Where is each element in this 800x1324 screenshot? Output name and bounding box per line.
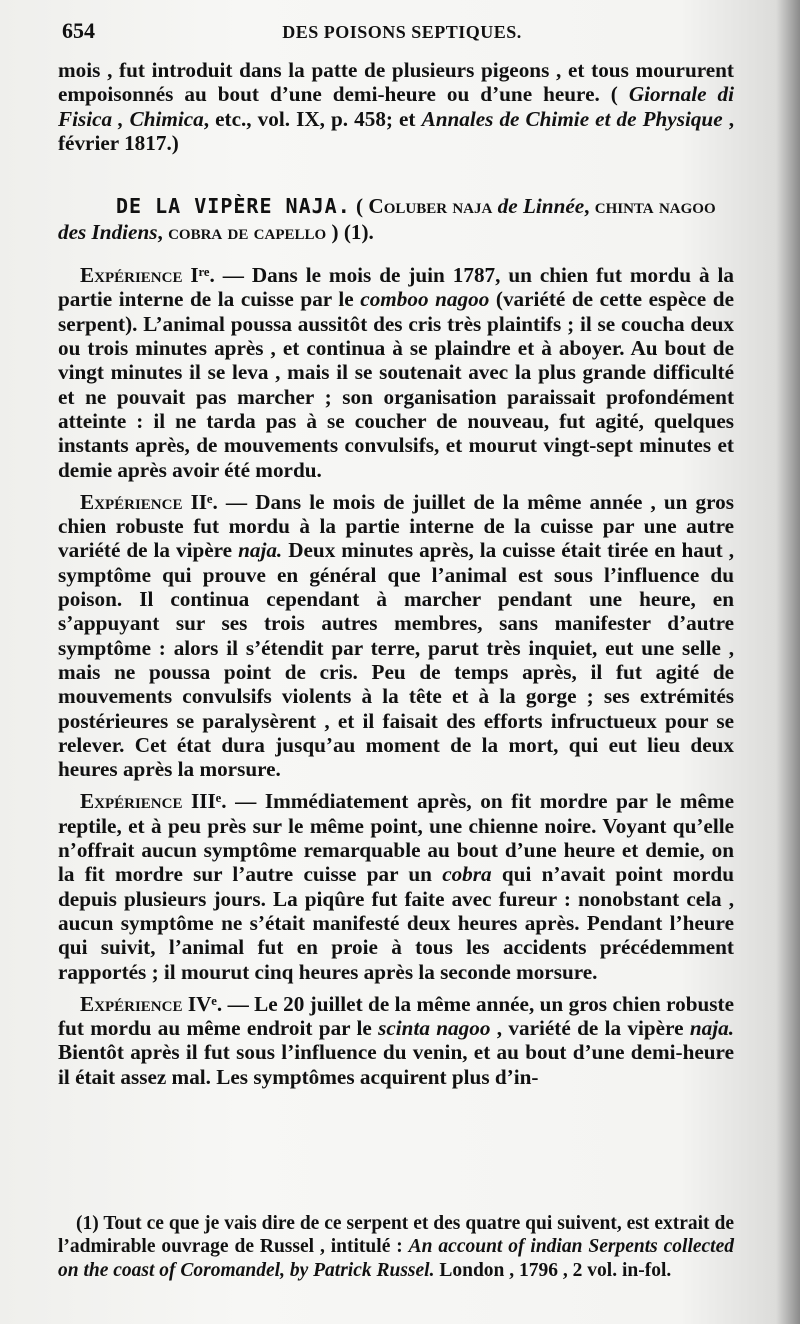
text-run: ( [350,194,369,219]
text-run: comboo nagoo [360,287,490,312]
experiment-label: Expérience Iʳᵉ. [80,263,215,288]
text-run: — Immédiatement après, on fit mordre par le même reptile, et à peu près sur le même point, une chienne noire. Voyant qu’elle n’offrait aucun symptôme remarquable au bout d’une heure et demie, on la fit mordre sur l’autre cuisse par un [58,789,734,887]
text-run: naja. [238,538,283,563]
experiment-paragraph [58,263,734,482]
experiment-label: Expérience IVᵉ. [80,991,223,1016]
main-text [58,58,734,1089]
footnote-paragraph [58,1212,734,1282]
text-run: — Dans le mois de juin 1787, un chien fut mordu à la partie interne de la cuisse par le [58,263,734,312]
text-run: qui n’avait point mordu depuis plusieurs jours. La piqûre fut faite avec fureur : nonobstant cela , aucun symptôme ne s’était manifesté deux heures après. Pendant l’heure qui suivit, l’animal fut en proie à tous les accidents précédemment rapportés ; il mourut cinq heures après la seconde morsure. [58,862,734,984]
species-name: chinta nagoo [594,194,716,219]
running-title: DES POISONS SEPTIQUES. [282,22,522,42]
text-run: cobra [442,862,492,887]
text-run: , variété de la vipère [490,1016,690,1041]
page-number: 654 [62,18,95,43]
experiment-paragraph [58,490,734,782]
text-run: Deux minutes après, la cuisse était tirée en haut , symptôme qui prouve en général que l’animal est sous l’influence du poison. Il continua cependant à marcher pendant une heure, en s’appuyant sur ses trois autres membres, sans manifester d’autre symptôme : alors il s’étendit par terre, parut très inquiet, eut une selle , mais ne poussa point de cris. Peu de temps après, il fut agité de mouvements convulsifs violents à la tête et à la gorge ; ses extrémités postérieures se paralysèrent , et il faisait des efforts infructueux pour se relever. Cet état dura jusqu’au moment de la mort, qui eut lieu deux heures après la morsure. [58,538,735,782]
text-run: , [584,194,595,219]
continuation-paragraph [58,58,734,155]
text-run: — Le 20 juillet de la même année, un gros chien robuste fut mordu au même endroit par le [58,991,734,1041]
species-name: cobra de capello [168,220,327,245]
book-title: An account of indian Serpents collected on the coast of Coromandel, by Patrick Russel. [58,1236,734,1281]
journal-title: Annales de Chimie et de Physique [421,106,723,131]
section-title: DE LA VIPÈRE NAJA. [116,194,351,219]
text-run: , etc., vol. IX, p. 458; et [203,106,422,131]
text-run: de Linnée [492,194,585,219]
experiment-label: Expérience IIᵉ. [80,489,218,514]
species-name: Coluber naja [368,194,493,219]
text-run: mois , fut introduit dans la patte de plusieurs pigeons , et tous moururent empoisonnés au bout d’une demi-heure ou d’une heure. ( [58,58,734,107]
text-run: (variété de cette espèce de serpent). L’animal poussa aussitôt des cris très plaintifs ; il se coucha deux ou trois minutes après , et continua à se plaindre et à aboyer. Au bout de vingt minutes il se leva , mais il se soutenait avec la plus grande difficulté et ne pouvait pas marcher ; son organisation paraissait profondément atteinte : il ne tarda pas à se coucher de nouveau, fut agité, quelques instants après, de mouvements convulsifs, et mourut vingt-sept minutes et demie après avoir été mordu. [58,287,734,482]
text-run: — Dans le mois de juillet de la même année , un gros chien robuste fut mordu à la partie interne de la cuisse par une autre variété de la vipère [58,489,735,563]
text-run: scinta nagoo [378,1016,491,1041]
text-run: (1) Tout ce que je vais dire de ce serpent et des quatre qui suivent, est extrait de l’admirable ouvrage de Russel , intitulé : [58,1213,734,1258]
experiment-paragraph [58,789,734,983]
page-header [62,18,742,52]
section-heading [58,193,734,245]
journal-title: Giornale di Fisica , Chimica [58,82,734,131]
text-run: , février 1817.) [58,106,734,155]
text-run: naja. [689,1016,734,1041]
experiment-paragraph [58,992,734,1089]
text-run: ) (1). [326,220,374,245]
text-run: , [157,220,169,245]
text-run: des Indiens [58,220,158,245]
text-run: London , 1796 , 2 vol. in-fol. [434,1259,672,1281]
experiment-label: Expérience IIIᵉ. [80,789,227,814]
footnote [58,1212,734,1282]
text-run: Bientôt après il fut sous l’influence du venin, et au bout d’une demi-heure il était assez mal. Les symptômes acquirent plus d’in- [58,1040,734,1089]
